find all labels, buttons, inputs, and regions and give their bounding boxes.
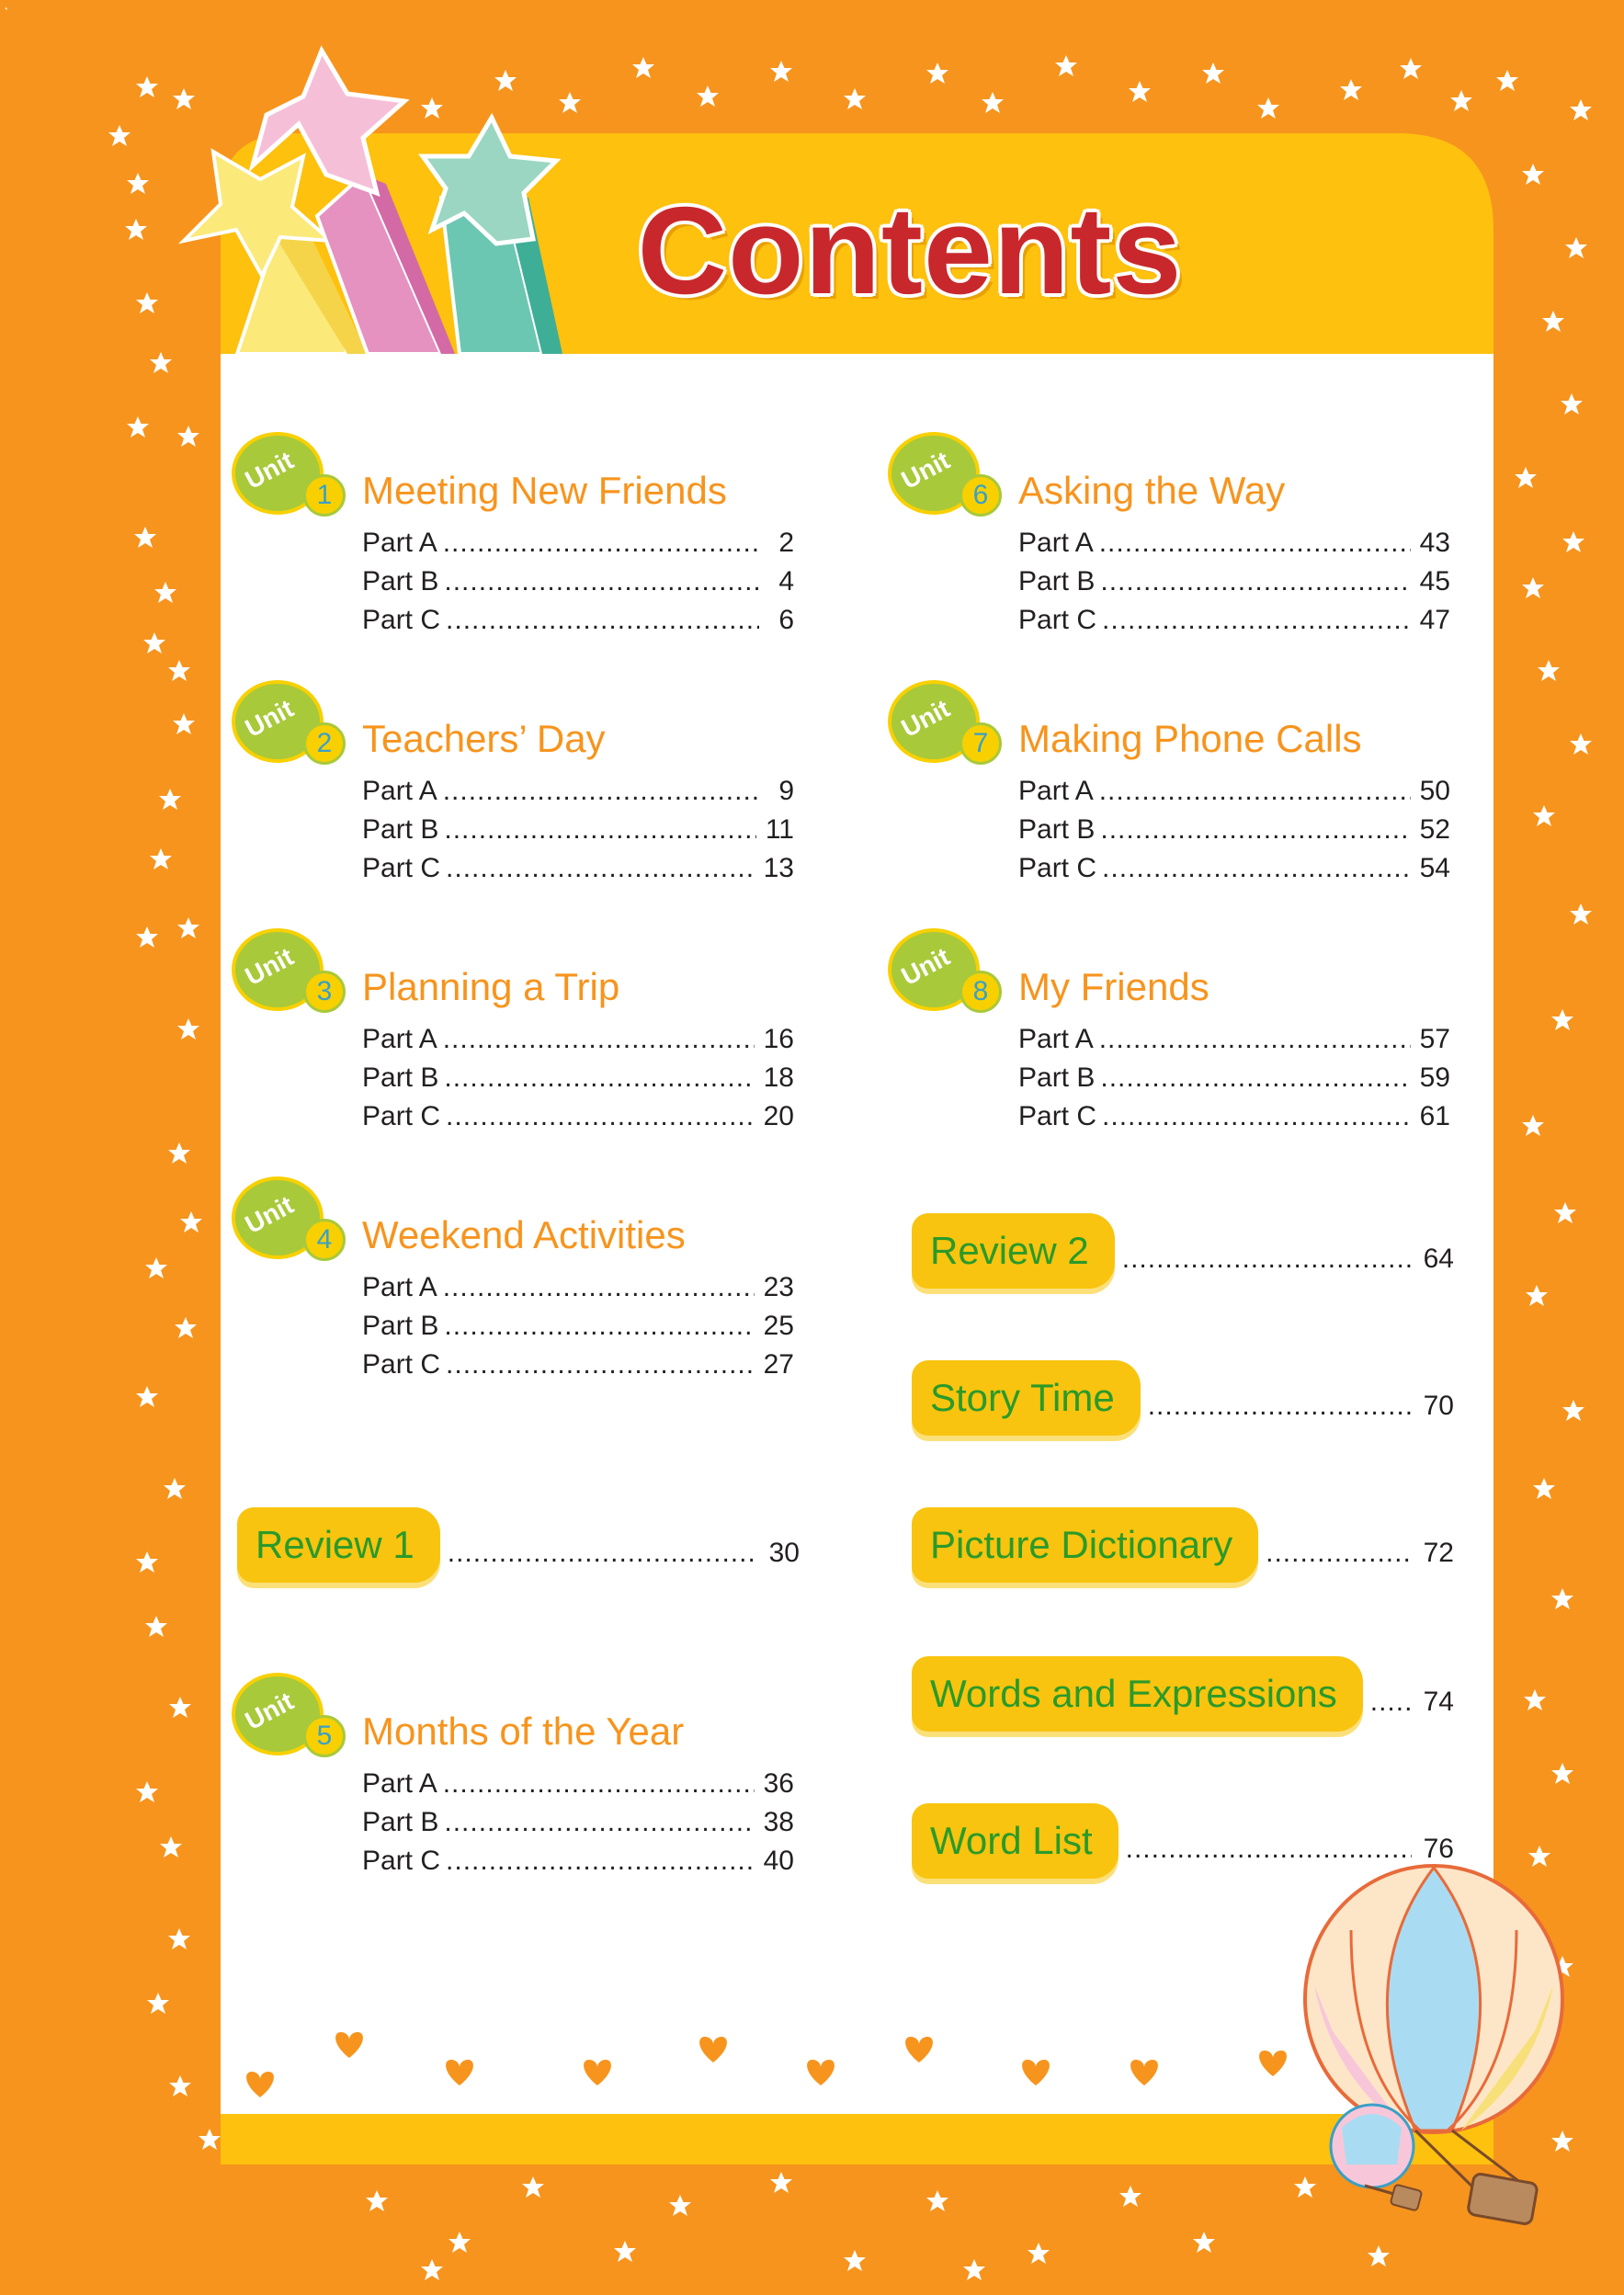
unit-title: Weekend Activities xyxy=(362,1213,686,1256)
page-number: 13 xyxy=(763,853,794,883)
page-number: 64 xyxy=(1423,1244,1454,1274)
page-number: 2 xyxy=(778,528,794,558)
unit-badge-label: Unit xyxy=(240,446,299,495)
leader-dots xyxy=(1099,1024,1411,1055)
part-label: Part A xyxy=(362,1272,437,1302)
leader-dots xyxy=(443,1024,755,1055)
page-number: 76 xyxy=(1423,1834,1454,1864)
unit-parts xyxy=(1018,528,1450,643)
extra-entry[interactable] xyxy=(912,1360,1454,1436)
unit-number: 6 xyxy=(960,474,1002,517)
part-label: Part B xyxy=(1018,814,1096,845)
part-row[interactable] xyxy=(362,1311,794,1349)
extra-label-pill: Word List xyxy=(912,1803,1119,1879)
part-row[interactable] xyxy=(362,566,794,605)
leader-dots xyxy=(446,1349,755,1380)
page-number: 40 xyxy=(763,1846,794,1876)
unit-badge xyxy=(232,928,360,1029)
unit-badge-label: Unit xyxy=(240,942,299,992)
page-number: 59 xyxy=(1419,1062,1450,1093)
extra-entry[interactable] xyxy=(912,1803,1454,1879)
part-row[interactable] xyxy=(1018,1062,1450,1101)
page-number: 72 xyxy=(1423,1538,1454,1568)
part-row[interactable] xyxy=(1018,566,1450,605)
unit-badge-label: Unit xyxy=(240,694,299,744)
page-number: 4 xyxy=(778,566,794,596)
extra-label-pill: Review 1 xyxy=(237,1507,440,1583)
part-row[interactable] xyxy=(362,1024,794,1062)
leader-dots xyxy=(1100,566,1410,597)
leader-dots xyxy=(1370,1687,1412,1718)
leader-dots xyxy=(1102,853,1411,884)
extra-entry[interactable] xyxy=(912,1656,1454,1732)
leader-dots xyxy=(446,1101,755,1132)
unit-title: Teachers’ Day xyxy=(362,717,606,760)
unit-title: Meeting New Friends xyxy=(362,469,727,512)
unit-parts xyxy=(362,1272,794,1388)
part-label: Part B xyxy=(362,1062,439,1093)
part-row[interactable] xyxy=(1018,528,1450,566)
part-row[interactable] xyxy=(1018,605,1450,643)
leader-dots xyxy=(1100,1062,1410,1094)
leader-dots xyxy=(444,1062,754,1094)
part-label: Part A xyxy=(362,528,437,558)
part-label: Part C xyxy=(362,1101,441,1131)
part-row[interactable] xyxy=(362,1272,794,1311)
leader-dots xyxy=(1102,1101,1411,1132)
extra-entry[interactable] xyxy=(237,1507,800,1583)
unit-badge xyxy=(888,432,1016,533)
unit-badge-label: Unit xyxy=(240,1190,299,1240)
part-label: Part C xyxy=(1018,605,1097,635)
page-number: 36 xyxy=(763,1768,794,1799)
unit-badge xyxy=(232,1673,360,1774)
part-row[interactable] xyxy=(1018,853,1450,892)
page-number: 45 xyxy=(1419,566,1450,596)
part-row[interactable] xyxy=(362,1101,794,1140)
leader-dots xyxy=(444,566,759,597)
part-label: Part B xyxy=(362,566,439,596)
page-number: 11 xyxy=(765,814,794,845)
unit-number: 3 xyxy=(303,971,346,1013)
part-row[interactable] xyxy=(362,1349,794,1388)
unit-number: 5 xyxy=(303,1715,346,1757)
bottom-strip xyxy=(221,2114,1493,2164)
extra-label-pill: Review 2 xyxy=(912,1213,1115,1289)
part-row[interactable] xyxy=(362,528,794,566)
unit-number: 2 xyxy=(303,722,346,765)
unit-number: 1 xyxy=(303,474,346,517)
unit-title: Asking the Way xyxy=(1018,469,1286,512)
part-label: Part A xyxy=(362,1768,437,1799)
unit-badge xyxy=(232,1176,360,1278)
leader-dots xyxy=(443,1768,755,1800)
leader-dots xyxy=(443,776,759,807)
part-row[interactable] xyxy=(362,1807,794,1846)
unit-badge xyxy=(888,680,1016,781)
page-number: 70 xyxy=(1423,1391,1454,1421)
page-number: 47 xyxy=(1419,605,1450,635)
extra-entry[interactable] xyxy=(912,1213,1454,1289)
part-row[interactable] xyxy=(362,814,794,853)
page-number: 74 xyxy=(1423,1687,1454,1717)
leader-dots xyxy=(448,1538,757,1569)
unit-title: Making Phone Calls xyxy=(1018,717,1362,760)
page-number: 57 xyxy=(1419,1024,1450,1054)
part-label: Part B xyxy=(1018,1062,1096,1093)
part-row[interactable] xyxy=(1018,814,1450,853)
leader-dots xyxy=(444,814,755,846)
unit-parts xyxy=(362,528,794,643)
part-row[interactable] xyxy=(362,1768,794,1807)
part-row[interactable] xyxy=(1018,776,1450,814)
part-label: Part B xyxy=(362,1311,439,1341)
leader-dots xyxy=(1126,1834,1412,1865)
part-label: Part B xyxy=(362,814,439,845)
leader-dots xyxy=(1099,776,1411,807)
unit-badge-label: Unit xyxy=(896,446,955,495)
page-number: 23 xyxy=(763,1272,794,1302)
unit-parts xyxy=(1018,1024,1450,1140)
page-number: 20 xyxy=(763,1101,794,1131)
unit-badge xyxy=(232,432,360,533)
unit-title: Planning a Trip xyxy=(362,965,620,1008)
leader-dots xyxy=(1266,1538,1412,1569)
part-row[interactable] xyxy=(362,1062,794,1101)
page-title: Contents xyxy=(637,181,1183,320)
unit-parts xyxy=(1018,776,1450,892)
part-label: Part C xyxy=(362,853,441,883)
part-label: Part A xyxy=(362,776,437,806)
part-label: Part A xyxy=(1018,528,1094,558)
leader-dots xyxy=(1122,1244,1412,1275)
unit-badge-label: Unit xyxy=(240,1687,299,1736)
part-row[interactable] xyxy=(1018,1024,1450,1062)
page-number: 43 xyxy=(1419,528,1450,558)
part-row[interactable] xyxy=(1018,1101,1450,1140)
page-number: 52 xyxy=(1419,814,1450,845)
page-number: 25 xyxy=(763,1311,794,1341)
unit-parts xyxy=(362,776,794,892)
unit-badge-label: Unit xyxy=(896,942,955,992)
page-number: 6 xyxy=(778,605,794,635)
part-row[interactable] xyxy=(362,776,794,814)
page-number: 9 xyxy=(778,776,794,806)
extra-label-pill: Picture Dictionary xyxy=(912,1507,1258,1583)
part-label: Part C xyxy=(362,1846,441,1876)
leader-dots xyxy=(1102,605,1411,636)
page-number: 38 xyxy=(763,1807,794,1837)
leader-dots xyxy=(446,1846,755,1877)
leader-dots xyxy=(1148,1391,1412,1422)
extra-entry[interactable] xyxy=(912,1507,1454,1583)
part-row[interactable] xyxy=(362,605,794,643)
leader-dots xyxy=(446,853,755,884)
hot-air-balloon-illustration xyxy=(1305,1866,1562,2225)
part-row[interactable] xyxy=(362,853,794,892)
part-label: Part C xyxy=(1018,853,1097,883)
unit-badge-label: Unit xyxy=(896,694,955,744)
page-number: 16 xyxy=(763,1024,794,1054)
part-label: Part A xyxy=(1018,776,1094,806)
part-label: Part B xyxy=(362,1807,439,1837)
leader-dots xyxy=(443,528,759,559)
part-label: Part C xyxy=(362,605,441,635)
leader-dots xyxy=(1099,528,1411,559)
leader-dots xyxy=(1100,814,1410,846)
page-number: 50 xyxy=(1419,776,1450,806)
part-label: Part B xyxy=(1018,566,1096,596)
page-number: 54 xyxy=(1419,853,1450,883)
page-number: 27 xyxy=(763,1349,794,1380)
part-label: Part A xyxy=(1018,1024,1094,1054)
unit-title: Months of the Year xyxy=(362,1710,685,1753)
unit-parts xyxy=(362,1768,794,1884)
page-number: 61 xyxy=(1419,1101,1450,1131)
unit-badge xyxy=(888,928,1016,1029)
unit-number: 8 xyxy=(960,971,1002,1013)
leader-dots xyxy=(443,1272,755,1303)
unit-parts xyxy=(362,1024,794,1140)
extra-label-pill: Words and Expressions xyxy=(912,1656,1363,1732)
page-number: 18 xyxy=(763,1062,794,1093)
page-number: 30 xyxy=(768,1538,800,1568)
leader-dots xyxy=(444,1807,754,1838)
unit-badge xyxy=(232,680,360,781)
part-label: Part C xyxy=(1018,1101,1097,1131)
part-row[interactable] xyxy=(362,1846,794,1884)
unit-title: My Friends xyxy=(1018,965,1209,1008)
part-label: Part A xyxy=(362,1024,437,1054)
part-label: Part C xyxy=(362,1349,441,1380)
unit-number: 4 xyxy=(303,1219,346,1261)
leader-dots xyxy=(446,605,759,636)
extra-label-pill: Story Time xyxy=(912,1360,1141,1436)
leader-dots xyxy=(444,1311,754,1342)
unit-number: 7 xyxy=(960,722,1002,765)
